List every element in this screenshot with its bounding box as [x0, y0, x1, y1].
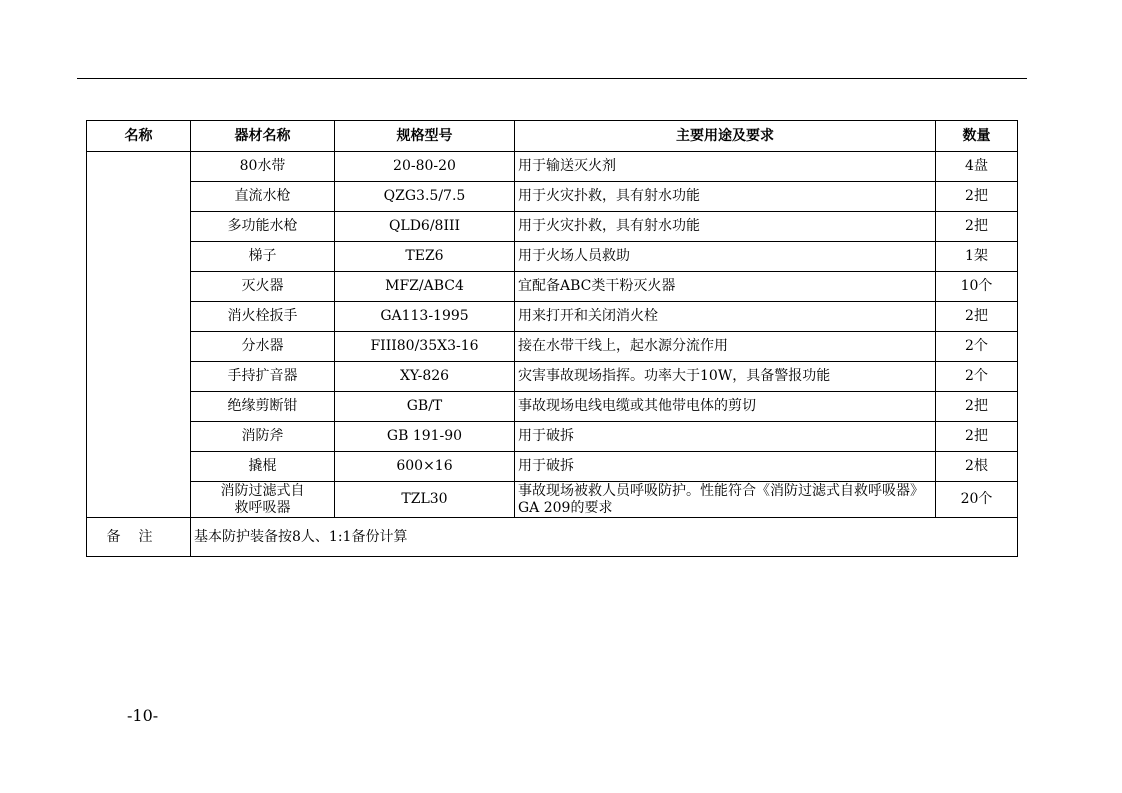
quantity: 2根 [936, 452, 1018, 482]
quantity: 2个 [936, 362, 1018, 392]
equipment-name: 灭火器 [191, 272, 335, 302]
spec-model: QZG3.5/7.5 [335, 182, 515, 212]
equipment-name: 多功能水枪 [191, 212, 335, 242]
spec-model: TEZ6 [335, 242, 515, 272]
equipment-name: 手持扩音器 [191, 362, 335, 392]
purpose: 事故现场被救人员呼吸防护。性能符合《消防过滤式自救呼吸器》GA 209的要求 [515, 482, 936, 518]
table-row [87, 302, 1018, 332]
purpose: 用来打开和关闭消火栓 [515, 302, 936, 332]
header-equipment-name: 器材名称 [191, 121, 335, 152]
equipment-name: 梯子 [191, 242, 335, 272]
quantity: 2把 [936, 422, 1018, 452]
table-row [87, 152, 1018, 182]
equipment-name: 消防过滤式自救呼吸器 [191, 482, 335, 518]
table-row [87, 482, 1018, 518]
purpose: 灾害事故现场指挥。功率大于10W，具备警报功能 [515, 362, 936, 392]
quantity: 2把 [936, 392, 1018, 422]
page-number: -10- [127, 706, 159, 725]
quantity: 1架 [936, 242, 1018, 272]
equipment-name: 消火栓扳手 [191, 302, 335, 332]
purpose: 用于破拆 [515, 452, 936, 482]
table-row [87, 272, 1018, 302]
table-row [87, 212, 1018, 242]
header-purpose: 主要用途及要求 [515, 121, 936, 152]
spec-model: QLD6/8III [335, 212, 515, 242]
table-row [87, 362, 1018, 392]
spec-model: FIII80/35X3-16 [335, 332, 515, 362]
spec-model: GB 191-90 [335, 422, 515, 452]
equipment-name: 撬棍 [191, 452, 335, 482]
table-row [87, 182, 1018, 212]
header-rule [77, 78, 1027, 79]
quantity: 2把 [936, 182, 1018, 212]
purpose: 用于破拆 [515, 422, 936, 452]
table-row [87, 422, 1018, 452]
spec-model: 20-80-20 [335, 152, 515, 182]
purpose: 事故现场电线电缆或其他带电体的剪切 [515, 392, 936, 422]
equipment-name: 直流水枪 [191, 182, 335, 212]
purpose: 用于火灾扑救，具有射水功能 [515, 182, 936, 212]
remarks-label: 备注 [87, 518, 191, 557]
quantity: 4盘 [936, 152, 1018, 182]
table-row [87, 242, 1018, 272]
spec-model: GB/T [335, 392, 515, 422]
purpose: 用于火场人员救助 [515, 242, 936, 272]
equipment-name: 分水器 [191, 332, 335, 362]
equipment-name: 绝缘剪断钳 [191, 392, 335, 422]
equipment-table [86, 120, 1018, 557]
remarks-text: 基本防护装备按8人、1:1备份计算 [191, 518, 1018, 557]
spec-model: XY-826 [335, 362, 515, 392]
purpose: 宜配备ABC类干粉灭火器 [515, 272, 936, 302]
purpose: 用于输送灭火剂 [515, 152, 936, 182]
spec-model: 600×16 [335, 452, 515, 482]
spec-model: GA113-1995 [335, 302, 515, 332]
quantity: 2把 [936, 302, 1018, 332]
header-category: 名称 [87, 121, 191, 152]
equipment-name: 消防斧 [191, 422, 335, 452]
purpose: 接在水带干线上，起水源分流作用 [515, 332, 936, 362]
quantity: 20个 [936, 482, 1018, 518]
equipment-name: 80水带 [191, 152, 335, 182]
category-cell [87, 152, 191, 518]
spec-model: TZL30 [335, 482, 515, 518]
header-quantity: 数量 [936, 121, 1018, 152]
table-header-row [87, 121, 1018, 152]
quantity: 2把 [936, 212, 1018, 242]
table-row [87, 452, 1018, 482]
spec-model: MFZ/ABC4 [335, 272, 515, 302]
purpose: 用于火灾扑救，具有射水功能 [515, 212, 936, 242]
header-spec-model: 规格型号 [335, 121, 515, 152]
quantity: 10个 [936, 272, 1018, 302]
remarks-row [87, 518, 1018, 557]
quantity: 2个 [936, 332, 1018, 362]
table-row [87, 392, 1018, 422]
table-row [87, 332, 1018, 362]
